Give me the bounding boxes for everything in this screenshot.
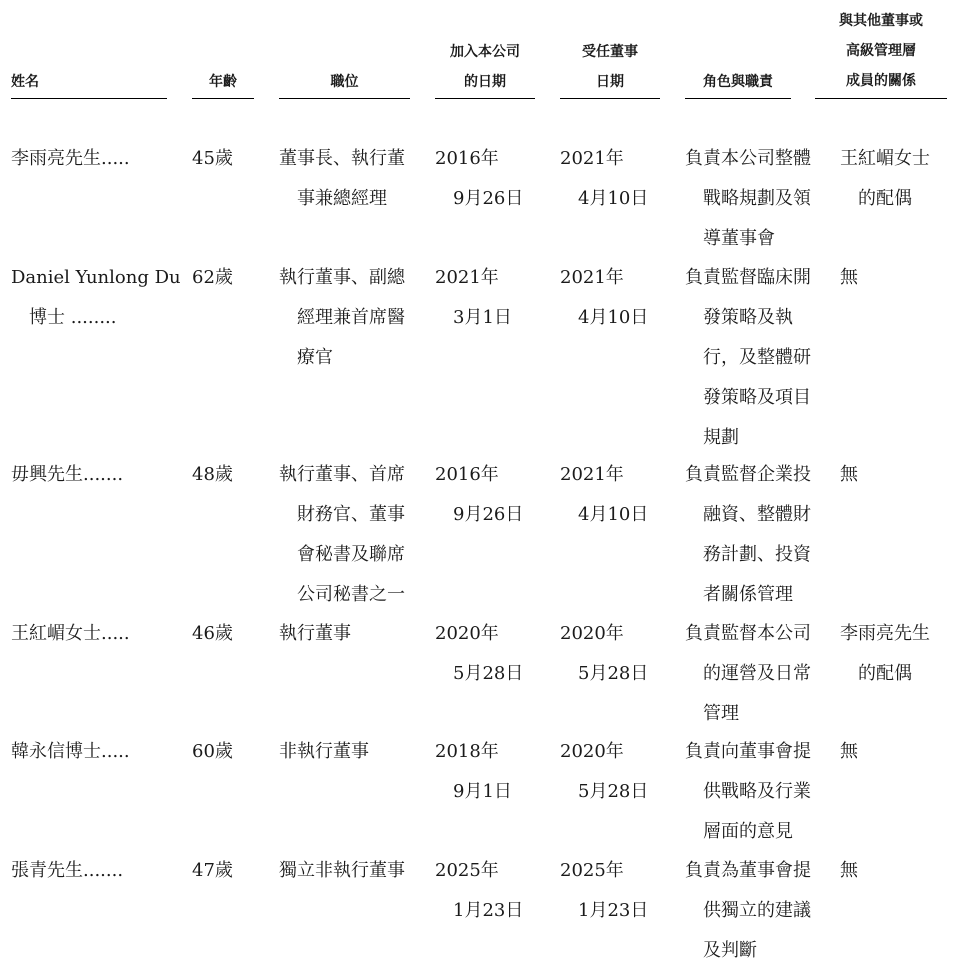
cell-age: 62歲 bbox=[192, 267, 233, 288]
cell-age: 46歲 bbox=[192, 623, 233, 644]
cell-appoint-date: 2021年 4月10日 bbox=[560, 464, 649, 525]
cell-position: 獨立非執行董事 bbox=[279, 860, 405, 881]
header-rule bbox=[685, 98, 791, 99]
cell-join-date: 2021年 3月1日 bbox=[435, 267, 512, 328]
header-relation: 與其他董事或 高級管理層 成員的關係 bbox=[839, 13, 923, 89]
header-rule bbox=[560, 98, 660, 99]
cell-relation: 李雨亮先生 的配偶 bbox=[840, 623, 930, 684]
cell-position: 執行董事、副總 經理兼首席醫 療官 bbox=[279, 267, 405, 368]
cell-appoint-date: 2025年 1月23日 bbox=[560, 860, 649, 921]
header-role: 角色與職責 bbox=[703, 74, 773, 90]
cell-name: 李雨亮先生..... bbox=[11, 148, 130, 169]
cell-position: 非執行董事 bbox=[279, 741, 369, 762]
header-rule bbox=[435, 98, 535, 99]
cell-role: 負責為董事會提 供獨立的建議 及判斷 bbox=[685, 860, 811, 961]
cell-role: 負責監督本公司 的運營及日常 管理 bbox=[685, 623, 811, 724]
cell-join-date: 2020年 5月28日 bbox=[435, 623, 524, 684]
cell-relation: 無 bbox=[840, 267, 858, 288]
cell-role: 負責監督臨床開 發策略及執 行，及整體研 發策略及項目 規劃 bbox=[685, 267, 811, 448]
cell-name: Daniel Yunlong Du 博士 ........ bbox=[11, 267, 181, 328]
cell-relation: 無 bbox=[840, 741, 858, 762]
cell-join-date: 2016年 9月26日 bbox=[435, 148, 524, 209]
cell-name: 毋興先生....... bbox=[11, 464, 124, 485]
cell-age: 60歲 bbox=[192, 741, 233, 762]
cell-relation: 王紅嵋女士 的配偶 bbox=[840, 148, 930, 209]
cell-age: 45歲 bbox=[192, 148, 233, 169]
cell-appoint-date: 2020年 5月28日 bbox=[560, 623, 649, 684]
cell-join-date: 2025年 1月23日 bbox=[435, 860, 524, 921]
header-rule bbox=[279, 98, 410, 99]
cell-role: 負責監督企業投 融資、整體財 務計劃、投資 者關係管理 bbox=[685, 464, 811, 605]
header-appoint-date: 受任董事 日期 bbox=[582, 44, 638, 90]
cell-role: 負責本公司整體 戰略規劃及領 導董事會 bbox=[685, 148, 811, 249]
cell-age: 47歲 bbox=[192, 860, 233, 881]
cell-position: 執行董事、首席 財務官、董事 會秘書及聯席 公司秘書之一 bbox=[279, 464, 405, 605]
cell-position: 董事長、執行董 事兼總經理 bbox=[279, 148, 405, 209]
header-rule bbox=[815, 98, 947, 99]
header-name: 姓名 bbox=[11, 74, 39, 90]
cell-relation: 無 bbox=[840, 860, 858, 881]
cell-name: 張青先生....... bbox=[11, 860, 124, 881]
cell-appoint-date: 2021年 4月10日 bbox=[560, 267, 649, 328]
cell-position: 執行董事 bbox=[279, 623, 351, 644]
header-join-date: 加入本公司 的日期 bbox=[450, 44, 520, 90]
header-rule bbox=[11, 98, 167, 99]
header-rule bbox=[192, 98, 254, 99]
cell-appoint-date: 2020年 5月28日 bbox=[560, 741, 649, 802]
header-age: 年齡 bbox=[209, 74, 237, 90]
cell-name: 王紅嵋女士..... bbox=[11, 623, 130, 644]
cell-name: 韓永信博士..... bbox=[11, 741, 130, 762]
cell-role: 負責向董事會提 供戰略及行業 層面的意見 bbox=[685, 741, 811, 842]
cell-appoint-date: 2021年 4月10日 bbox=[560, 148, 649, 209]
cell-relation: 無 bbox=[840, 464, 858, 485]
cell-age: 48歲 bbox=[192, 464, 233, 485]
header-position: 職位 bbox=[330, 74, 359, 90]
cell-join-date: 2018年 9月1日 bbox=[435, 741, 512, 802]
cell-join-date: 2016年 9月26日 bbox=[435, 464, 524, 525]
